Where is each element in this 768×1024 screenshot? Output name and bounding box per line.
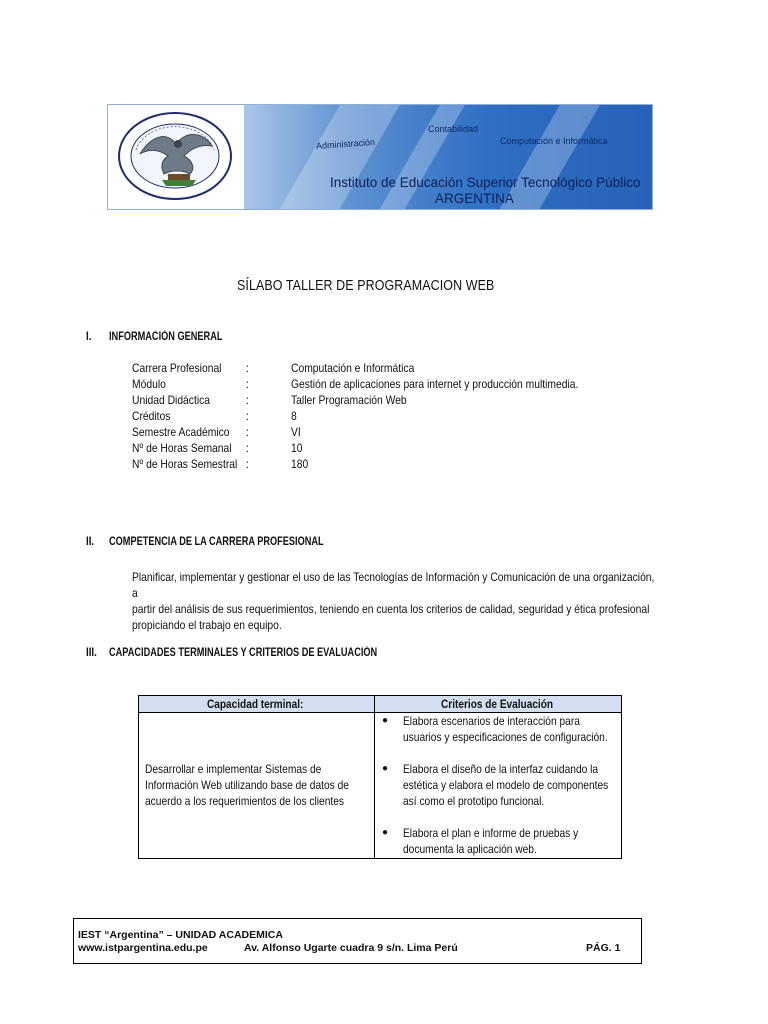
- header-banner: [107, 104, 653, 210]
- criterio-item: [403, 825, 624, 857]
- page-footer: [73, 918, 642, 964]
- info-separator: :: [246, 393, 249, 407]
- banner-subtitle: ARGENTINA: [435, 191, 514, 206]
- footer-institution: IEST “Argentina” – UNIDAD ACADEMICA: [78, 929, 283, 941]
- section-2-title: COMPETENCIA DE LA CARRERA PROFESIONAL: [109, 536, 324, 548]
- competencia-line: partir del análisis de sus requerimientos, teniendo en cuenta los criterios de calidad, seguridad y ética profesional: [132, 602, 650, 616]
- bullet-icon: ●: [382, 827, 389, 838]
- section-3-title: CAPACIDADES TERMINALES Y CRITERIOS DE EVALUACIÓN: [109, 647, 378, 659]
- competencia-paragraph: [132, 569, 657, 633]
- info-label: Módulo: [132, 377, 166, 391]
- criterio-line: así como el prototipo funcional.: [403, 794, 545, 808]
- footer-address: Av. Alfonso Ugarte cuadra 9 s/n. Lima Perú: [244, 942, 458, 954]
- competencia-line: propiciando el trabajo en equipo.: [132, 618, 282, 632]
- institute-seal-logo: [116, 110, 234, 202]
- criterio-line: documenta la aplicación web.: [403, 842, 537, 856]
- criterio-item: [403, 761, 624, 809]
- capacidad-line: Desarrollar e implementar Sistemas de: [145, 762, 322, 776]
- info-label: Unidad Didáctica: [132, 393, 211, 407]
- bullet-icon: ●: [382, 763, 389, 774]
- info-separator: :: [246, 361, 249, 375]
- info-value: VI: [291, 425, 301, 439]
- table-header-row: [139, 696, 621, 713]
- info-label: Nº de Horas Semestral: [132, 457, 238, 471]
- info-separator: :: [246, 457, 249, 471]
- footer-website: www.istpargentina.edu.pe: [78, 942, 208, 954]
- section-3-number: III.: [86, 647, 97, 659]
- banner-label-computacion: Computación e Informática: [500, 136, 608, 146]
- banner-label-administracion: Administración: [315, 136, 376, 152]
- section-1-title: INFORMACIÓN GENERAL: [109, 331, 223, 343]
- criterio-line: Elabora escenarios de interacción para: [403, 714, 580, 728]
- info-value: 10: [291, 441, 303, 455]
- footer-page-number: PÁG. 1: [586, 942, 621, 954]
- capacities-table: [138, 695, 622, 859]
- header-capacidad: Capacidad terminal:: [207, 697, 304, 711]
- criterio-line: usuarios y especificaciones de configuración.: [403, 730, 608, 744]
- info-label: Semestre Académico: [132, 425, 230, 439]
- info-value: Computación e Informática: [291, 361, 415, 375]
- info-value: 8: [291, 409, 297, 423]
- info-value: 180: [291, 457, 309, 471]
- criterio-line: Elabora el diseño de la interfaz cuidando la: [403, 762, 599, 776]
- info-label: Créditos: [132, 409, 171, 423]
- criterio-line: Elabora el plan e informe de pruebas y: [403, 826, 579, 840]
- header-criterios: Criterios de Evaluación: [441, 697, 554, 711]
- info-value: Gestión de aplicaciones para internet y producción multimedia.: [291, 377, 579, 391]
- banner-label-contabilidad: Contabilidad: [428, 124, 479, 134]
- banner-title: Instituto de Educación Superior Tecnológico Público: [330, 175, 641, 190]
- info-value: Taller Programación Web: [291, 393, 407, 407]
- column-divider: [374, 696, 375, 858]
- info-separator: :: [246, 425, 249, 439]
- capacidad-line: Información Web utilizando base de datos de: [145, 778, 349, 792]
- section-1-number: I.: [86, 331, 92, 343]
- info-separator: :: [246, 377, 249, 391]
- info-label: Carrera Profesional: [132, 361, 222, 375]
- bullet-icon: ●: [382, 715, 389, 726]
- logo-area: [108, 105, 244, 209]
- info-separator: :: [246, 409, 249, 423]
- info-separator: :: [246, 441, 249, 455]
- competencia-line: Planificar, implementar y gestionar el uso de las Tecnologías de Información y Comunicación de una organización, a: [132, 570, 655, 600]
- document-title: SÍLABO TALLER DE PROGRAMACION WEB: [237, 278, 495, 294]
- criterio-item: [403, 713, 624, 745]
- capacidad-cell: [145, 761, 366, 809]
- section-2-number: II.: [86, 536, 95, 548]
- criterio-line: estética y elabora el modelo de componentes: [403, 778, 609, 792]
- info-label: Nº de Horas Semanal: [132, 441, 232, 455]
- capacidad-line: acuerdo a los requerimientos de los clientes: [145, 794, 345, 808]
